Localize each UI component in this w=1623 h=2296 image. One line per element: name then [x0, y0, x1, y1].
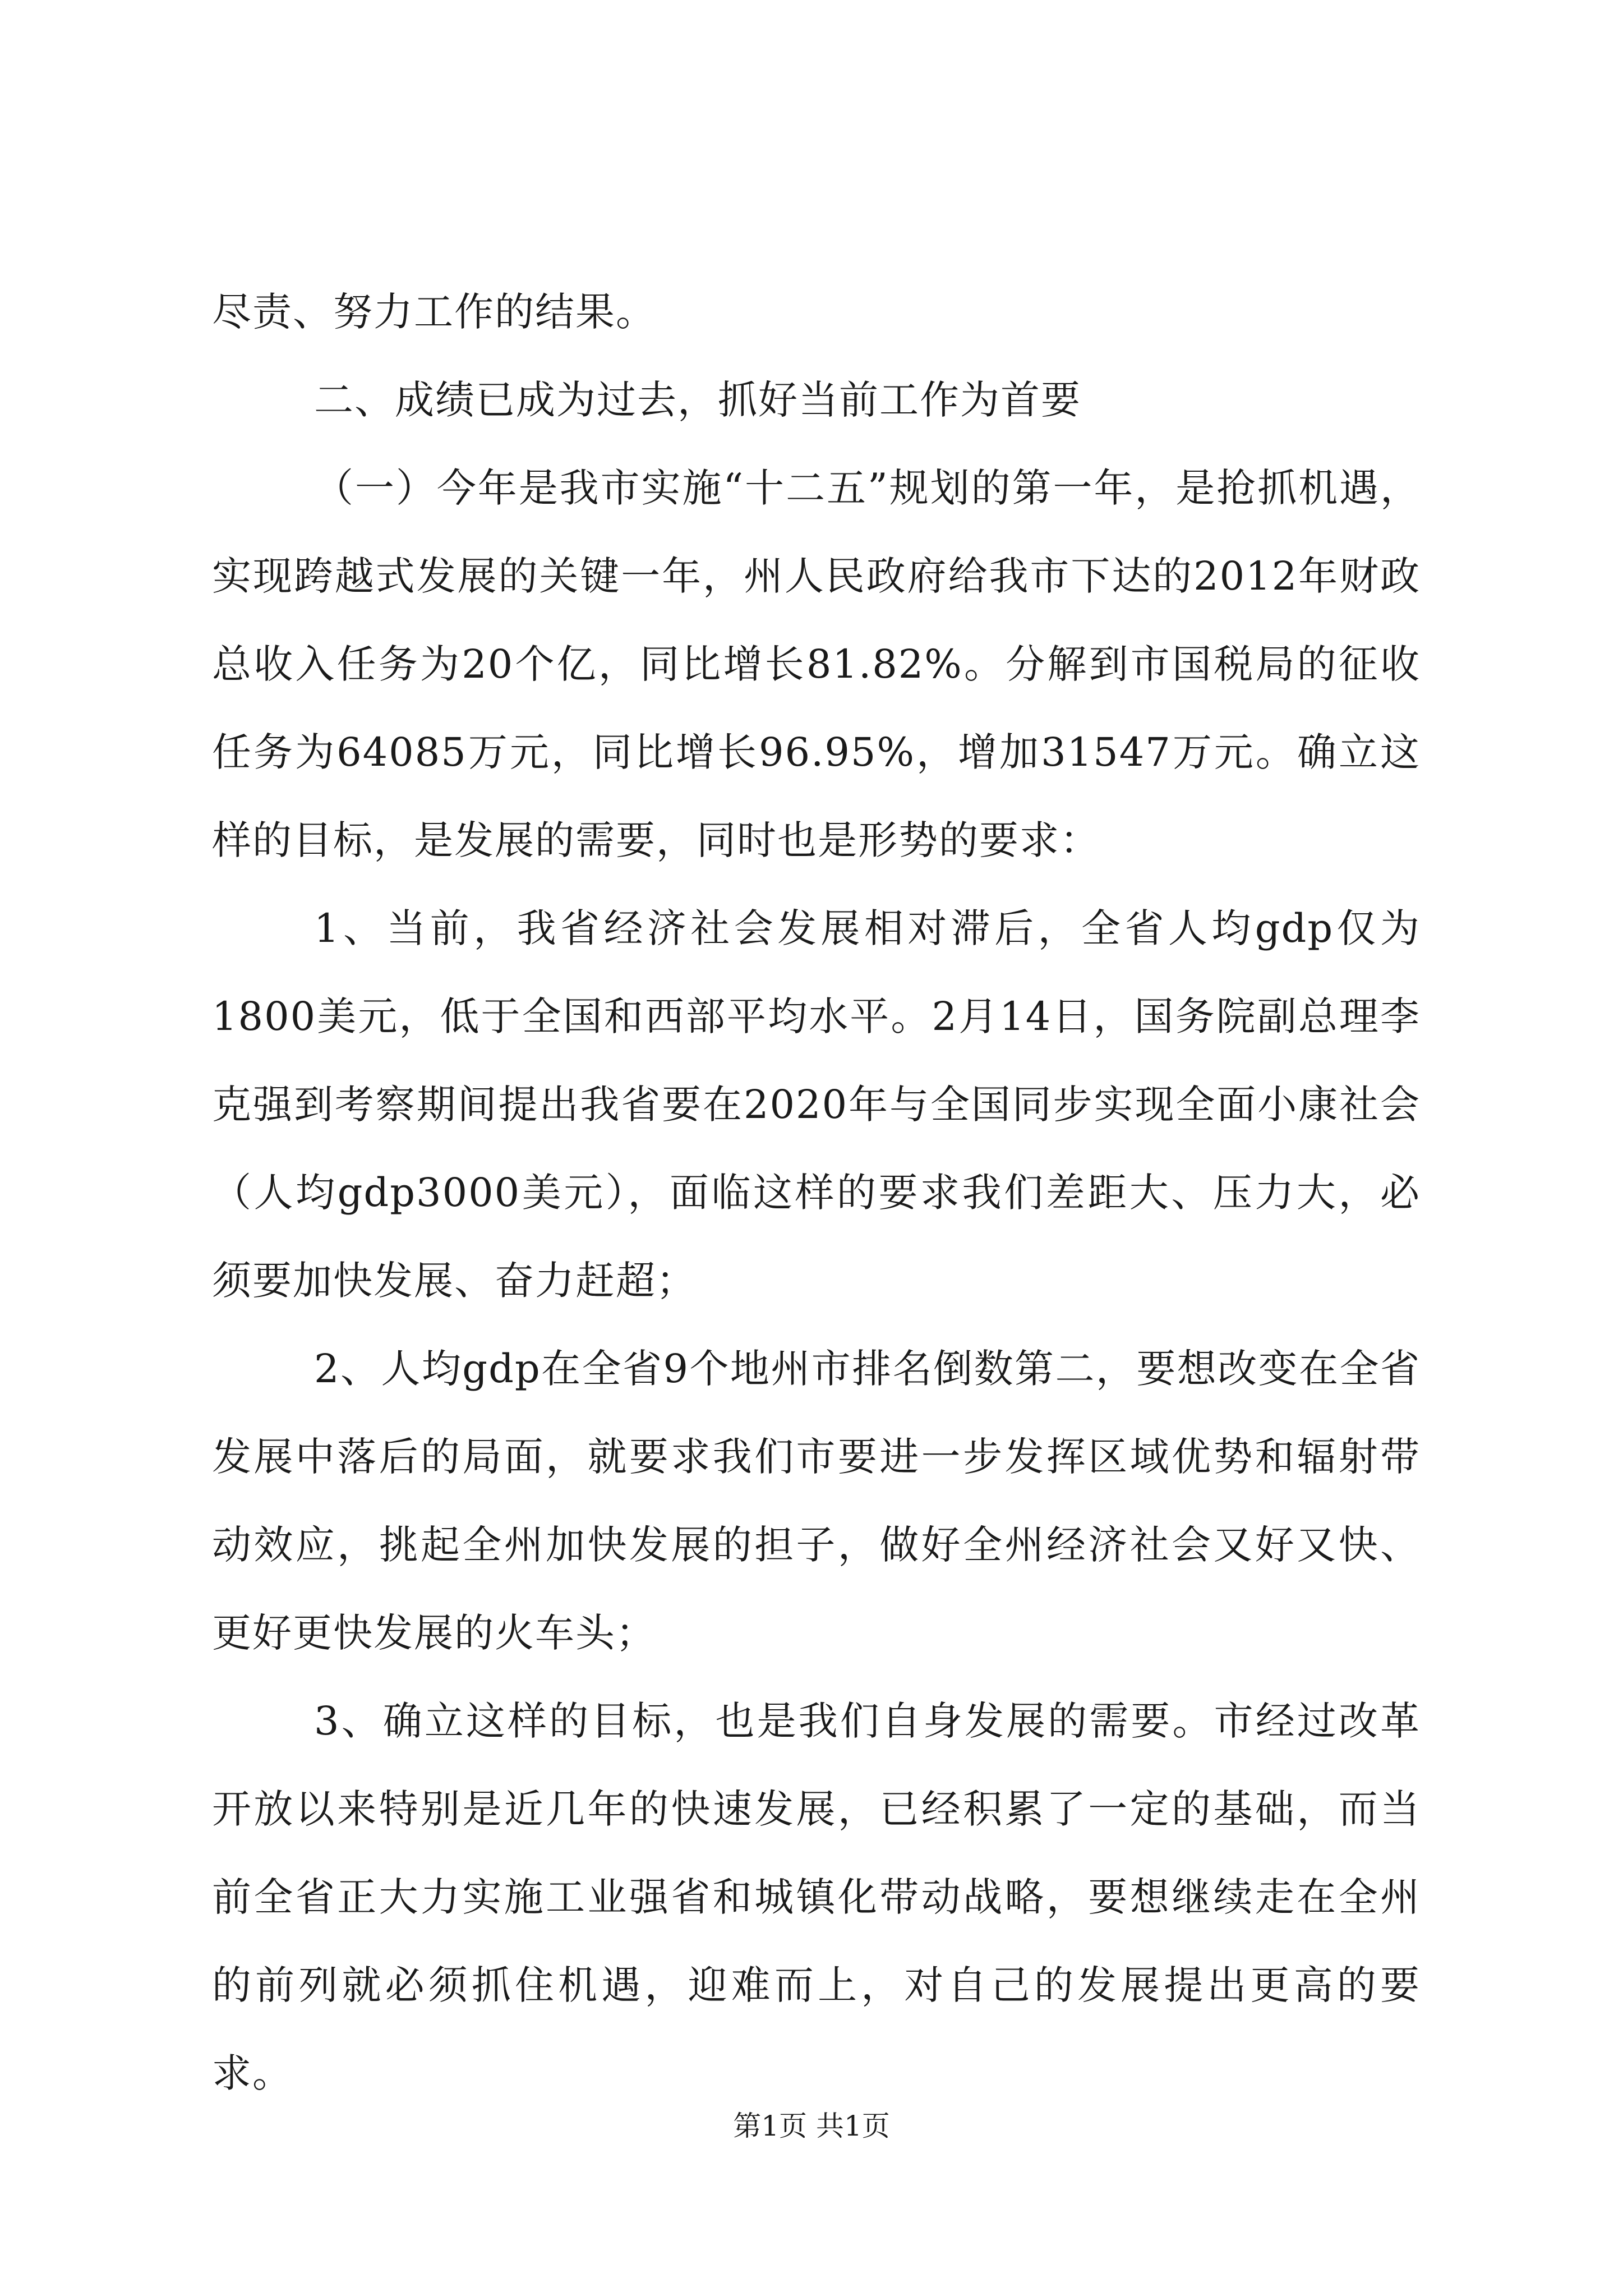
paragraph-point-3: 3、确立这样的目标，也是我们自身发展的需要。市经过改革开放以来特别是近几年的快速发展，已经积累了一定的基础，而当前全省正大力实施工业强省和城镇化带动战略，要想继续走在全州的前列就必须抓住机遇，迎难而上，对自己的发展提出更高的要求。 [212, 1698, 1421, 2096]
paragraph-task-overview: （一）今年是我市实施“十二五”规划的第一年，是抢抓机遇，实现跨越式发展的关键一年，州人民政府给我市下达的2012年财政总收入任务为20个亿，同比增长81.82%。分解到市国税局的征收任务为64085万元，同比增长96.95%，增加31547万元。确立这样的目标，是发展的需要，同时也是形势的要求： [212, 465, 1421, 863]
document-body [212, 268, 1421, 2118]
paragraph-point-1: 1、当前，我省经济社会发展相对滞后，全省人均gdp仅为1800美元，低于全国和西部平均水平。2月14日，国务院副总理李克强到考察期间提出我省要在2020年与全国同步实现全面小康社会（人均gdp3000美元），面临这样的要求我们差距大、压力大，必须要加快发展、奋力赶超； [212, 905, 1421, 1304]
paragraph-continuation: 尽责、努力工作的结果。 [212, 289, 656, 335]
page-number-label: 第1页 共1页 [733, 2110, 890, 2142]
section-heading: 二、成绩已成为过去，抓好当前工作为首要 [314, 377, 1081, 423]
page-footer [0, 2106, 1623, 2146]
paragraph-point-2: 2、人均gdp在全省9个地州市排名倒数第二，要想改变在全省发展中落后的局面，就要求我们市要进一步发挥区域优势和辐射带动效应，挑起全州加快发展的担子，做好全州经济社会又好又快、更好更快发展的火车头； [212, 1346, 1421, 1656]
